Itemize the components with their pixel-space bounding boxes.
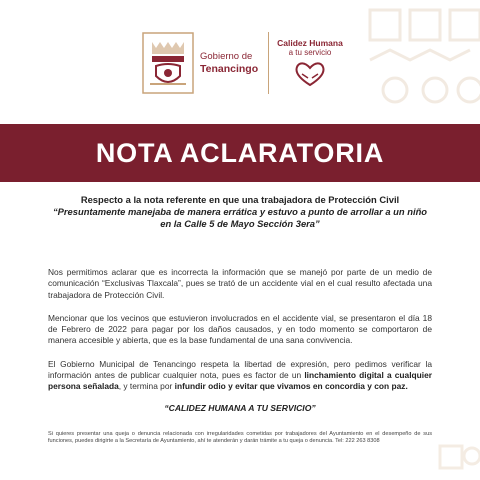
gov-line-1: Gobierno de	[200, 51, 253, 62]
page-header	[0, 0, 480, 124]
heart-hands-icon	[293, 60, 327, 88]
calidez-line-2: a tu servicio	[288, 48, 332, 57]
gov-line-2: Tenancingo	[200, 63, 259, 75]
page-title: NOTA ACLARATORIA	[95, 137, 385, 168]
header-divider	[268, 32, 269, 94]
decorative-pattern-icon	[350, 0, 480, 124]
calidez-humana-logo	[277, 38, 343, 88]
lead-statement	[48, 194, 432, 230]
government-name	[200, 51, 258, 75]
footer-note: Si quieres presentar una queja o denuncia relacionada con irregularidades cometidas por trabajadores del Ayuntamiento en el desempeño de sus funciones, puedes dirigirte a la Secretaría de Ayuntamiento, ahí te atenderán y darán trámite a tu queja o denuncia. Tel: 222 263 8308	[48, 430, 432, 445]
calidez-line-1: Calidez Humana	[277, 38, 343, 48]
paragraph-3	[48, 359, 432, 393]
paragraph-3-part-a: El Gobierno Municipal de Tenancingo respeta la libertad de expresión, pero pedimos verificar la información antes de publicar cualquier nota, pues es factor de un	[48, 358, 432, 381]
title-banner	[0, 124, 480, 182]
lead-regular: Respecto a la nota referente en que una trabajadora de Protección Civil	[80, 194, 400, 205]
paragraph-3-bold-1: linchamiento digital a cualquier persona señalada	[48, 370, 432, 392]
paragraph-1: Nos permitimos aclarar que es incorrecta la información que se manejó por parte de un medio de comunicación “Exclusivas Tlaxcala”, pues se trató de un accidente vial en el cual resulto afectada una trabajadora de Protección Civil.	[48, 267, 432, 300]
document-body	[48, 194, 432, 446]
motto: “CALIDEZ HUMANA A TU SERVICIO”	[164, 402, 316, 413]
paragraph-3-part-c: , y termina por	[118, 381, 175, 392]
tenancingo-crest-icon	[142, 32, 194, 94]
paragraph-3-bold-2: infundir odio y evitar que vivamos en concordia y con paz.	[174, 381, 408, 392]
lead-quote: “Presuntamente manejaba de manera errática y estuvo a punto de arrollar a un niño en la Calle 5 de Mayo Sección 3era”	[52, 206, 428, 229]
logo-group	[142, 32, 343, 94]
corner-decoration-icon	[420, 432, 480, 480]
paragraph-2: Mencionar que los vecinos que estuvieron involucrados en el accidente vial, se presentaron el día 18 de Febrero de 2022 para pagar por los daños causados, y en todo momento se comportaron de manera accesible y abierta, que es la base fundamental de una sana convivencia.	[48, 312, 432, 346]
